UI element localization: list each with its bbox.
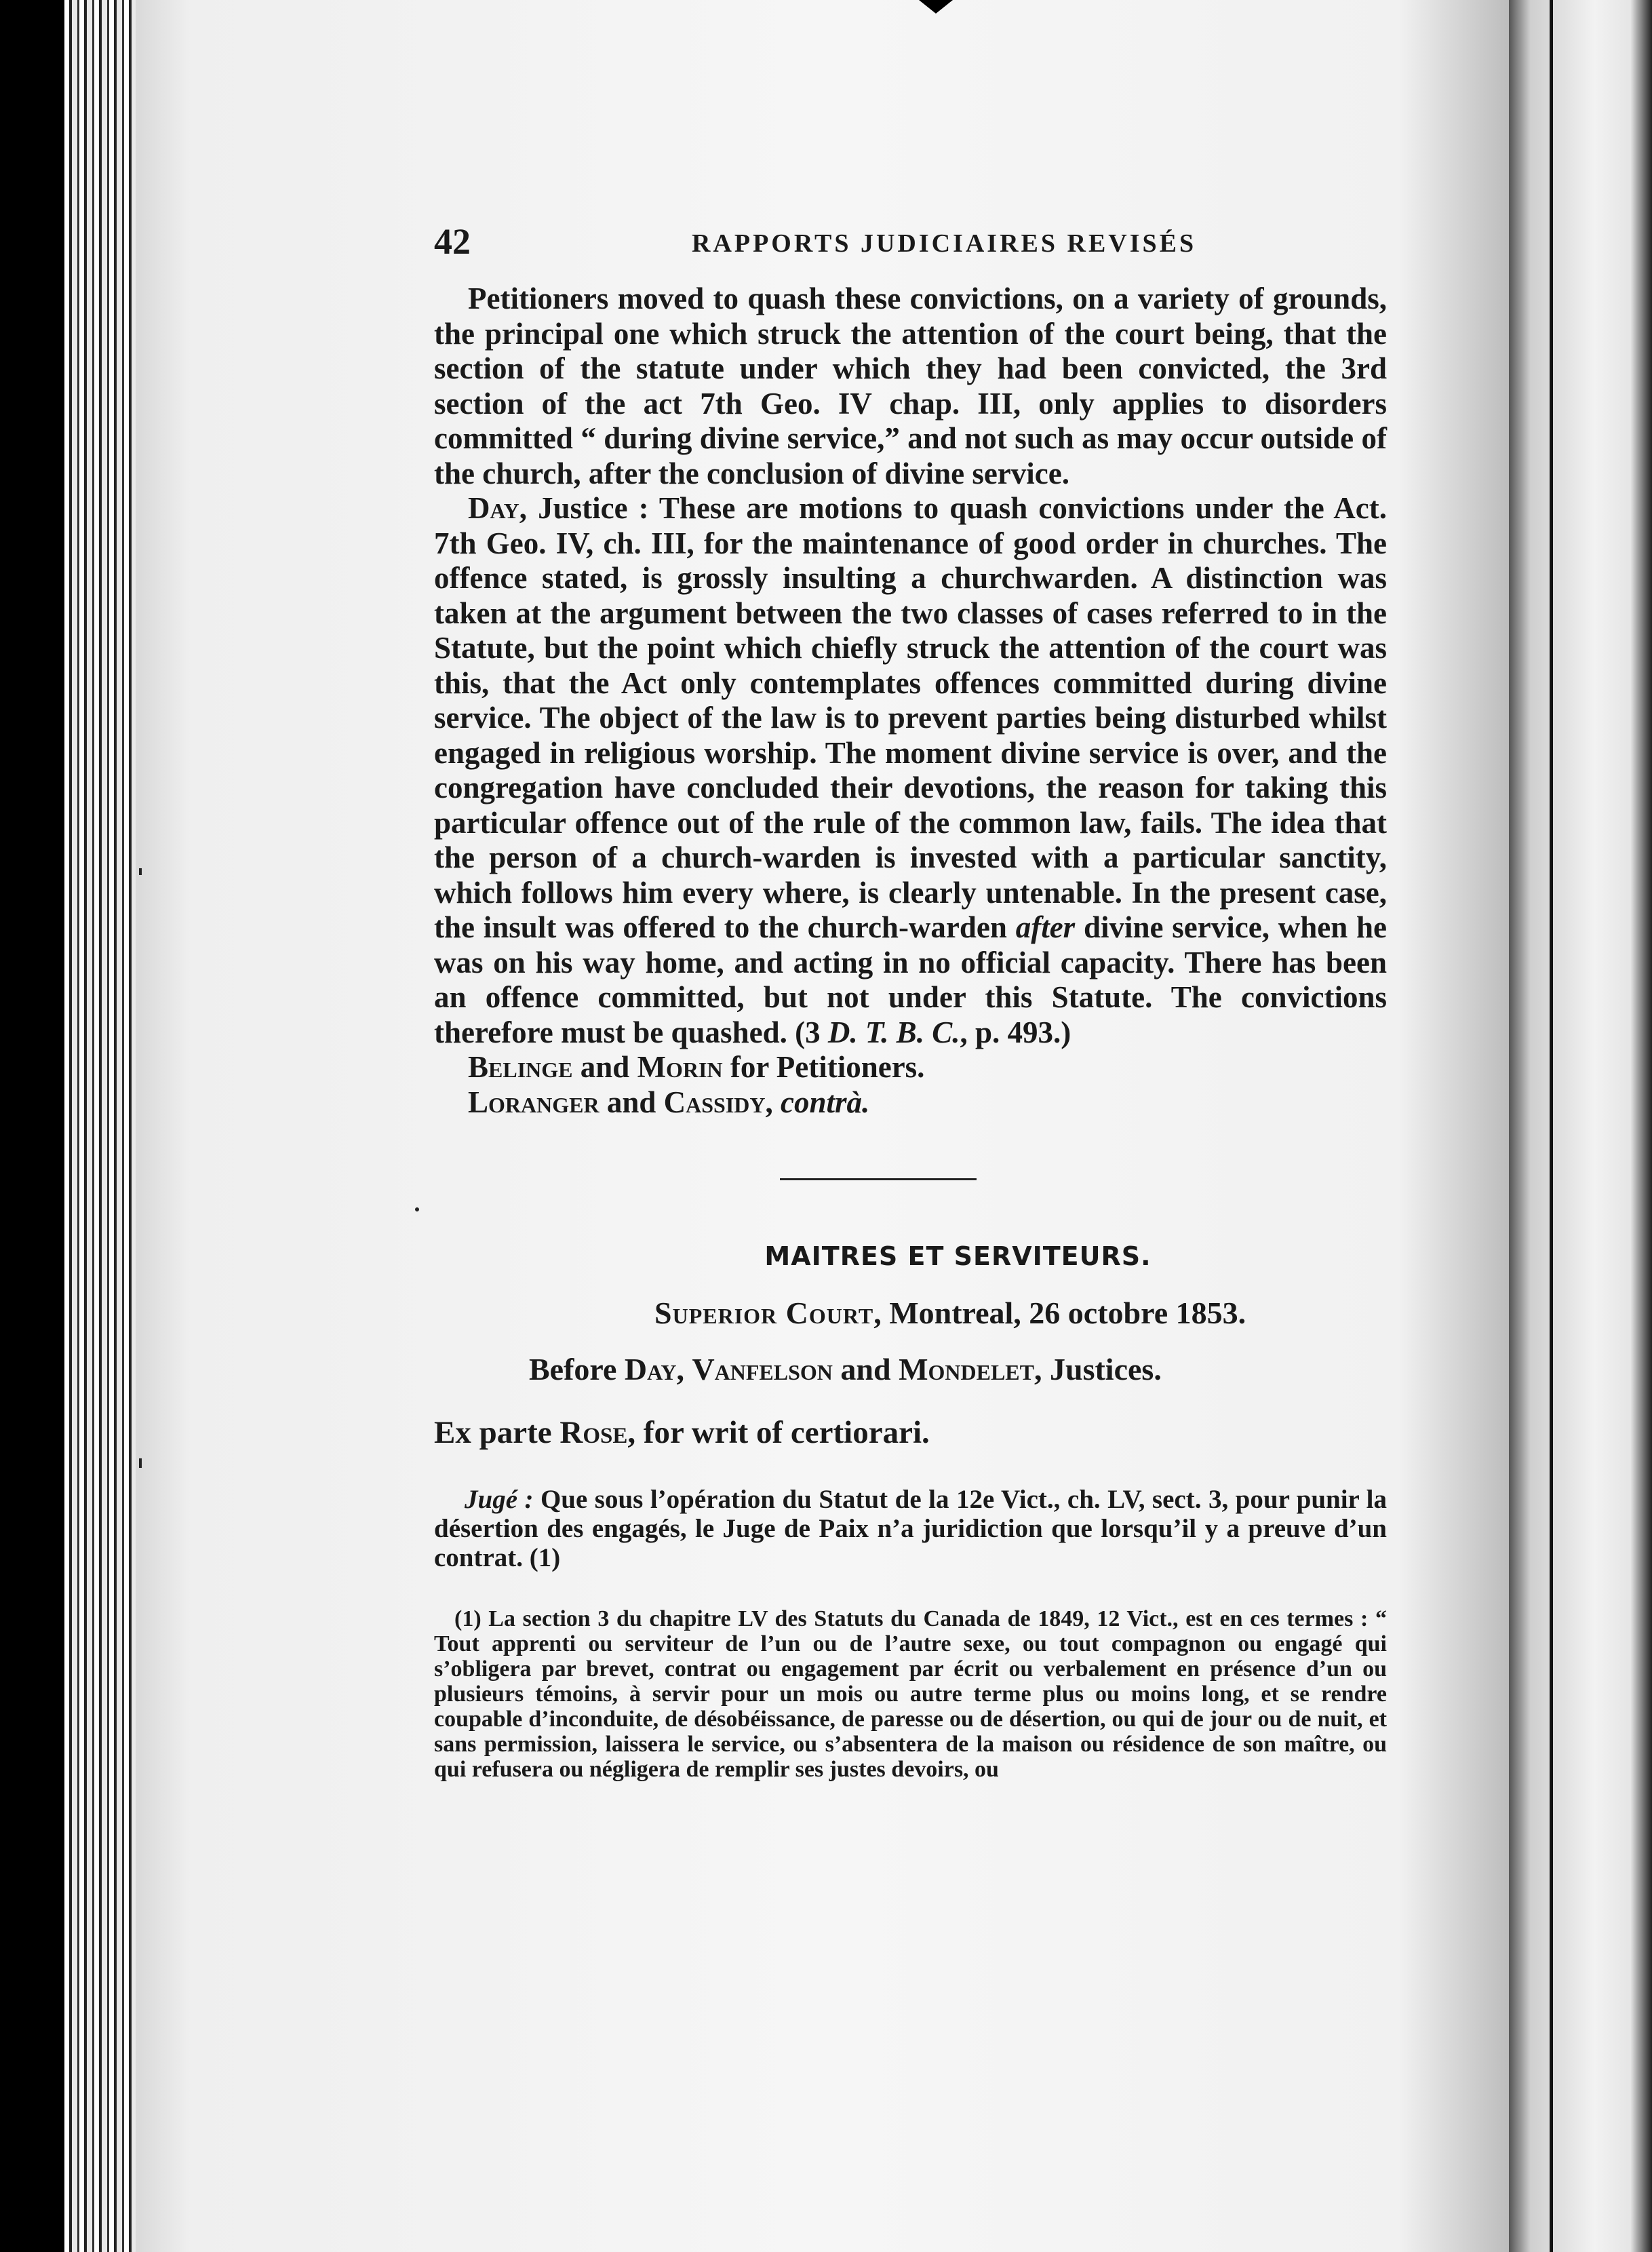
adjacent-page-gutter (1550, 0, 1553, 2252)
counsel-respondents (434, 1085, 1387, 1121)
bench-line (529, 1351, 1387, 1387)
case-title (434, 1414, 1387, 1451)
margin-speck (139, 868, 142, 875)
headnote-text: Que sous l’opération du Statut de la 12e Vict., ch. LV, sect. 3, pour punir la désertion des engagés, le Juge de Paix n’a juridiction que lorsqu’il y a preuve d’un contrat. (1) (434, 1485, 1387, 1572)
paragraph-judgment (434, 491, 1387, 1050)
court-line (654, 1295, 1387, 1331)
section-title: MAITRES ET SERVITEURS. (764, 1241, 1152, 1271)
counsel-conjunction: and (599, 1085, 664, 1119)
margin-speck (139, 1458, 142, 1468)
counsel-name: Morin (637, 1050, 723, 1084)
paragraph-petitioners (434, 282, 1387, 491)
page-edges (64, 0, 146, 2252)
counsel-role: for Petitioners. (722, 1050, 925, 1084)
paragraph-text: , p. 493.) (960, 1015, 1071, 1049)
headnote (434, 1485, 1387, 1572)
counsel-name: Cassidy (663, 1085, 766, 1119)
judge-name: Day (468, 491, 519, 525)
counsel-name: Belinge (468, 1050, 573, 1084)
margin-speck (415, 1207, 419, 1211)
case-suffix: , for writ of certiorari. (627, 1415, 930, 1450)
counsel-conjunction: and (572, 1050, 637, 1084)
paragraph-text: , Justice : These are motions to quash convictions under the Act. 7th Geo. IV, ch. III, for the maintenance of good order in churches. The offence stated, is grossly insulting a churchwarden. A distinction was taken at the argument between the two classes of cases referred to in the Statute, but the point which chiefly struck the attention of the court was this, that the Act only contemplates offences committed during divine service. The object of the law is to prevent parties being disturbed whilst engaged in religious worship. The moment divine service is over, and the congregation have concluded their devotions, the reason for taking this particular offence out of the rule of the common law, fails. The idea that the person of a church-warden is invested with a particular sanctity, which follows him every where, is clearly untenable. In the present case, the insult was offered to the church-warden (434, 491, 1387, 944)
bench-suffix: , Justices. (1034, 1352, 1162, 1386)
case-prefix: Ex parte (434, 1415, 560, 1450)
adjacent-page (1509, 0, 1652, 2252)
running-head (434, 220, 1387, 261)
court-name: Superior Court (654, 1296, 874, 1330)
counsel-petitioners (434, 1050, 1387, 1085)
running-title: RAPPORTS JUDICIAIRES REVISÉS (692, 229, 1197, 258)
justice-name: Vanfelson (692, 1352, 833, 1386)
paragraph-text: Petitioners moved to quash these convictions, on a variety of grounds, the principal one which struck the attention of the court being, that the section of the statute under which they had been convicted, the 3rd section of the act 7th Geo. IV chap. III, only applies to disorders committed “ during divine service,” and not such as may occur outside of the church, after the conclusion of divine service. (434, 282, 1387, 490)
counsel-role: contrà. (781, 1085, 870, 1119)
citation: D. T. B. C. (827, 1015, 960, 1049)
counsel-name: Loranger (468, 1085, 599, 1119)
paragraph-text: divine service, when he was on his way home, and acting in no official capacity. There has been an offence committed, but not under this Statute. The convictions therefore must be quashed. (3 (434, 910, 1388, 1049)
bench-prefix: Before (529, 1352, 625, 1386)
bench-separator: , (676, 1352, 692, 1386)
bench-separator: and (832, 1352, 899, 1386)
section-divider (780, 1178, 977, 1180)
emphasis-after: after (1015, 910, 1076, 944)
justice-name: Mondelet (899, 1352, 1034, 1386)
justice-name: Day (624, 1352, 677, 1386)
page-content (434, 220, 1387, 1782)
counsel-separator: , (765, 1085, 781, 1119)
court-date: , Montreal, 26 octobre 1853. (873, 1296, 1246, 1330)
footnote: (1) La section 3 du chapitre LV des Statuts du Canada de 1849, 12 Vict., est en ces termes : “ Tout apprenti ou serviteur de l’un ou de l’autre sexe, ou tout compagnon ou engagé qui s’obligera par brevet, contrat ou engagement par écrit ou verbalement en présence d’un ou plusieurs témoins, à servir pour un mois ou autre terme plus ou moins long, et se rendre coupable d’inconduite, de désobéissance, de paresse ou de désertion, ou qui de jour ou de nuit, et sans permission, laissera le service, ou s’absentera de la maison ou résidence de son maître, ou qui refusera ou négligera de remplir ses justes devoirs, ou (434, 1606, 1387, 1782)
headnote-label: Jugé : (465, 1485, 534, 1514)
page-number: 42 (434, 221, 471, 262)
party-name: Rose (559, 1415, 628, 1450)
